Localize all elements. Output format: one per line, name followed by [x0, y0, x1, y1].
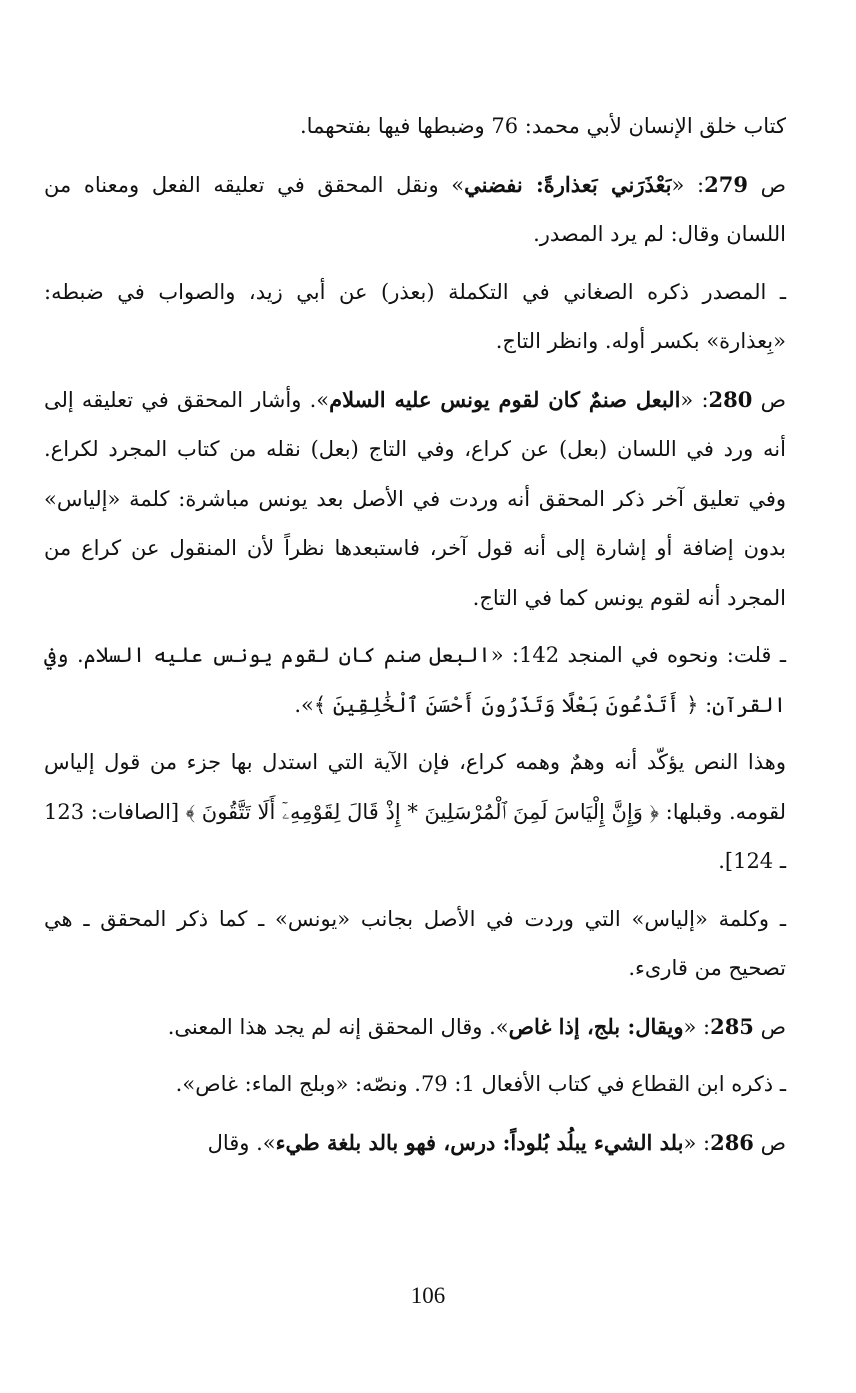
paragraph-text: » ونقل المحقق في تعليقه الفعل ومعناه من اللسان وقال: لم يرد المصدر.	[44, 172, 786, 246]
paragraph-text: ـ المصدر ذكره الصغاني في التكملة (بعذر) عن أبي زيد، والصواب في ضبطه: «بِعذارة» بكسر أوله. وانظر التاج.	[44, 279, 786, 353]
paragraph-10	[44, 1118, 786, 1169]
page-ref-number: 280	[708, 386, 753, 412]
paragraph-text: : «	[671, 172, 705, 197]
paragraph-1	[44, 102, 786, 152]
paragraph-text: ». وأشار المحقق في تعليقه إلى أنه ورد في اللسان (بعل) عن كراع، وفي التاج (بعل) نقله من كتاب المجرد لكراع. وفي تعليق آخر ذكر المحقق أنه وردت في الأصل بعد يونس مباشرة: كلمة «إلياس» بدون إضافة أو إشارة إلى أنه قول آخر، فاستبعدها نظراً لأن المنقول عن كراع من المجرد أنه لقوم يونس كما في التاج.	[44, 387, 786, 610]
quoted-entry: ويقال: بلج، إذا غاص	[508, 1013, 684, 1039]
paragraph-text: وهذا النص يؤكّد أنه وهمٌ وهمه كراع، فإن الآية التي استدل بها جزء من قول إلياس لقومه. وقبلها: ﴿ وَإِنَّ إِلْيَاسَ لَمِنَ ٱلْمُرْسَلِينَ * إِذْ قَالَ لِقَوْمِهِۦٓ أَلَا تَتَّقُونَ ﴾ [الصافات: 123 ـ 124].	[44, 750, 786, 873]
page-number: 106	[410, 1283, 446, 1308]
quoted-entry: بَعْذَرَني بَعذارةً: نفضني	[464, 171, 672, 197]
paragraph-text: ـ قلت: ونحوه في المنجد 142: «البعل صنم كان لقوم يونس عليه السلام. وفي القرآن: ﴿ أَتَدْعُونَ بَعْلًا وَتَذَرُونَ أَحْسَنَ ٱلْخَٰلِقِينَ ﴾».	[44, 643, 786, 717]
paragraph-text: : «	[680, 387, 709, 412]
paragraph-text: ». وقال	[207, 1130, 276, 1155]
paragraph-9	[44, 1060, 786, 1110]
paragraph-text: كتاب خلق الإنسان لأبي محمد: 76 وضبطها فيها بفتحهما.	[300, 114, 786, 138]
page-ref-number: 286	[710, 1129, 754, 1155]
paragraph-8	[44, 1002, 786, 1053]
paragraph-5	[44, 631, 786, 730]
paragraph-text: ـ وكلمة «إلياس» التي وردت في الأصل بجانب «يونس» ـ كما ذكر المحقق ـ هي تصحيح من قارىء.	[44, 906, 786, 980]
paragraph-4	[44, 375, 786, 624]
paragraph-text: : «	[683, 1014, 711, 1039]
quoted-entry: بلد الشيء يبلُد بُلوداً: درس، فهو بالد بلغة طيء	[275, 1129, 684, 1155]
paragraph-2	[44, 160, 786, 260]
paragraph-text: : «	[683, 1130, 711, 1155]
page-ref-number: 279	[704, 171, 748, 197]
paragraph-7	[44, 895, 786, 994]
main-text	[44, 102, 786, 1176]
paragraph-text: ص	[753, 1014, 786, 1039]
paragraph-text: ـ ذكره ابن القطاع في كتاب الأفعال 1: 79. ونصّه: «وبلج الماء: غاص».	[175, 1072, 786, 1096]
paragraph-text: ص	[753, 1130, 786, 1155]
paragraph-6	[44, 738, 786, 887]
paragraph-text: ص	[747, 172, 786, 197]
paragraph-text: ». وقال المحقق إنه لم يجد هذا المعنى.	[167, 1014, 509, 1039]
paragraph-text: ص	[752, 387, 786, 412]
page-ref-number: 285	[710, 1013, 754, 1039]
paragraph-3	[44, 268, 786, 367]
quoted-entry: البعل صنمٌ كان لقوم يونس عليه السلام	[329, 386, 681, 412]
